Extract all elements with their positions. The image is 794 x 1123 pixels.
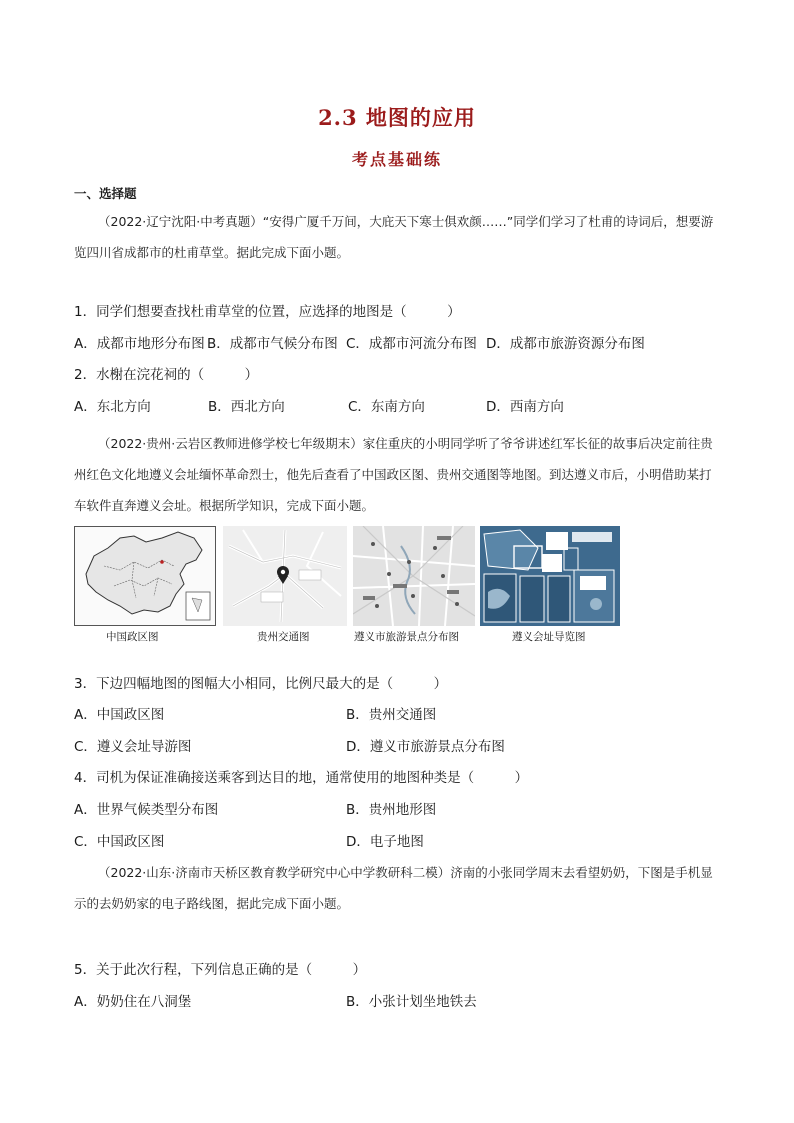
q5-option-a: A．奶奶住在八洞堡 [74,994,192,1010]
q5-option-b: B．小张计划坐地铁去 [346,994,477,1010]
q4-option-a: A．世界气候类型分布图 [74,802,219,818]
china-political-map [74,526,216,626]
q3-option-c: C．遵义会址导游图 [74,739,192,755]
q1-option-c: C．成都市河流分布图 [346,336,477,352]
q1-option-d: D．成都市旅游资源分布图 [486,336,645,352]
figure-caption-3: 遵义市旅游景点分布图 [354,631,459,643]
passage-1: （2022·辽宁沈阳·中考真题）“安得广厦千万间，大庇天下寒士俱欢颜……”同学们学习了杜甫的诗词后，想要游览四川省成都市的杜甫草堂。据此完成下面小题。 [74,214,714,260]
zunyi-site-guide-map [480,526,620,626]
zunyi-guide-image [480,526,620,626]
page-title: 2.3 地图的应用 [318,105,476,130]
q2-option-c: C．东南方向 [348,399,425,415]
figure-caption-2: 贵州交通图 [257,631,310,643]
q2-option-b: B．西北方向 [208,399,285,415]
guizhou-map-image [223,526,347,626]
q3-option-b: B．贵州交通图 [346,707,437,723]
question-1: 1．同学们想要查找杜甫草堂的位置，应选择的地图是（ ） [74,304,461,320]
passage-2: （2022·贵州·云岩区教师进修学校七年级期末）家住重庆的小明同学听了爷爷讲述红军长征的故事后决定前往贵州红色文化地遵义会址缅怀革命烈士，他先后查看了中国政区图、贵州交通图等地图。到达遵义市后，小明借助某打车软件直奔遵义会址。根据所学知识，完成下面小题。 [74,436,713,513]
question-2: 2．水榭在浣花祠的（ ） [74,367,259,383]
page-subtitle: 考点基础练 [351,150,442,169]
q2-option-d: D．西南方向 [486,399,564,415]
guizhou-traffic-map [223,526,347,626]
q4-option-d: D．电子地图 [346,834,424,850]
zunyi-map-image [353,526,475,626]
section-heading: 一、选择题 [74,186,137,201]
q4-option-b: B．贵州地形图 [346,802,437,818]
figure-caption-4: 遵义会址导览图 [512,631,586,643]
q3-option-d: D．遵义市旅游景点分布图 [346,739,505,755]
q1-option-b: B．成都市气候分布图 [207,336,338,352]
passage-3: （2022·山东·济南市天桥区教育教学研究中心中学教研科二模）济南的小张同学周末去看望奶奶，下图是手机显示的去奶奶家的电子路线图，据此完成下面小题。 [74,865,713,911]
question-4: 4．司机为保证准确接送乘客到达目的地，通常使用的地图种类是（ ） [74,770,529,786]
question-3: 3．下边四幅地图的图幅大小相同，比例尺最大的是（ ） [74,676,448,692]
q2-option-a: A．东北方向 [74,399,151,415]
question-5: 5．关于此次行程，下列信息正确的是（ ） [74,962,367,978]
q1-option-a: A．成都市地形分布图 [74,336,205,352]
china-map-image [74,526,216,626]
q3-option-a: A．中国政区图 [74,707,165,723]
zunyi-tourism-map [353,526,475,626]
figure-caption-1: 中国政区图 [106,631,159,643]
q4-option-c: C．中国政区图 [74,834,165,850]
